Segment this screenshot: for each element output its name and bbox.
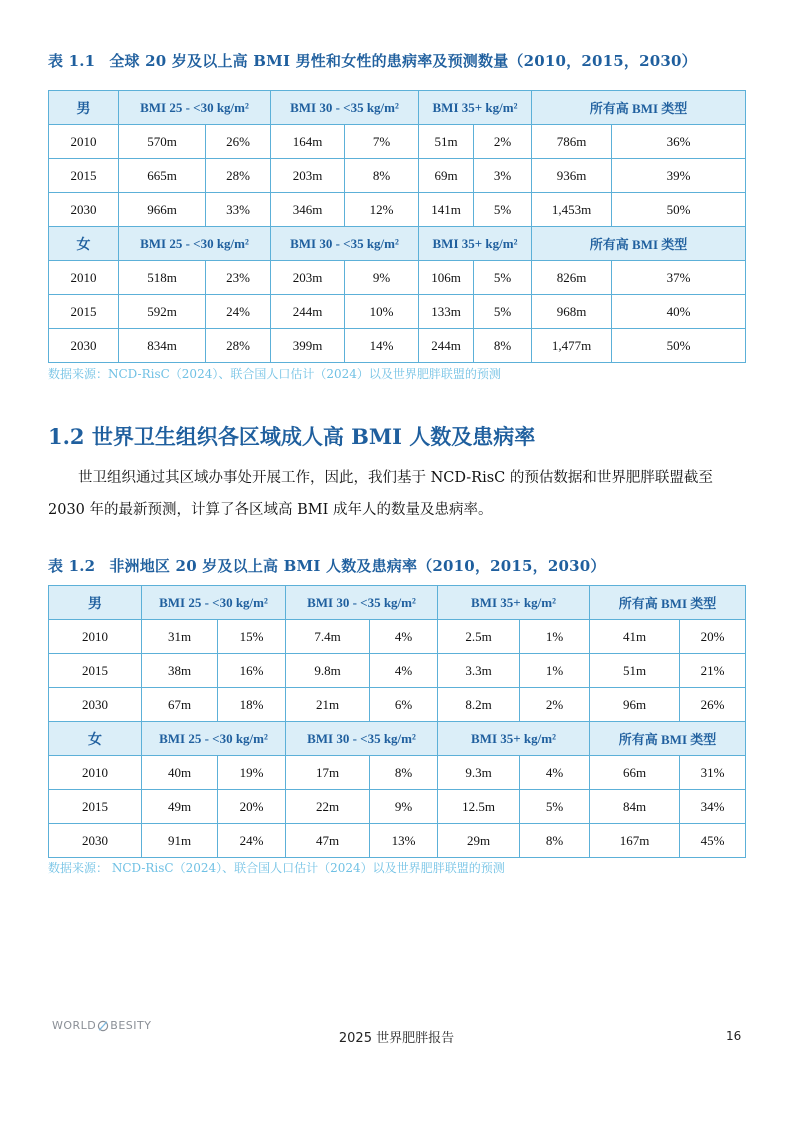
table-cell: 31%: [680, 756, 746, 790]
section-heading: 1.2 世界卫生组织各区域成人高 BMI 人数及患病率: [48, 424, 536, 449]
header-cell-sex: 男: [49, 91, 119, 125]
table-cell: 1%: [520, 654, 590, 688]
table1-header-female: [49, 227, 746, 261]
table-cell: 968m: [532, 295, 612, 329]
table-cell: 2030: [49, 824, 142, 858]
table-cell: 244m: [271, 295, 345, 329]
footer-title: 2025 世界肥胖报告: [338, 1031, 455, 1046]
table-cell: 36%: [612, 125, 746, 159]
header-cell-all: 所有高 BMI 类型: [532, 91, 746, 125]
table-cell: 2015: [49, 790, 142, 824]
table-cell: 1,477m: [532, 329, 612, 363]
table-cell: 203m: [271, 261, 345, 295]
table2-header-female: [49, 722, 746, 756]
table-row: [49, 688, 746, 722]
table-cell: 1,453m: [532, 193, 612, 227]
table-cell: 37%: [612, 261, 746, 295]
header-cell-bmi30: BMI 30 - <35 kg/m²: [286, 586, 438, 620]
table-cell: 50%: [612, 193, 746, 227]
table-cell: 2030: [49, 193, 119, 227]
table-cell: 399m: [271, 329, 345, 363]
table-cell: 2030: [49, 329, 119, 363]
table-cell: 2030: [49, 688, 142, 722]
table-cell: 592m: [119, 295, 206, 329]
table-cell: 106m: [419, 261, 474, 295]
table2-caption: [48, 555, 606, 576]
table-cell: 26%: [680, 688, 746, 722]
table-cell: 13%: [370, 824, 438, 858]
table-cell: 96m: [590, 688, 680, 722]
header-cell-bmi25: BMI 25 - <30 kg/m²: [119, 91, 271, 125]
table-cell: 570m: [119, 125, 206, 159]
table2-caption-number: 表 1.2: [48, 557, 96, 575]
table-row: [49, 654, 746, 688]
table-cell: 4%: [370, 654, 438, 688]
table-cell: 51m: [590, 654, 680, 688]
table-row: [49, 159, 746, 193]
table-cell: 834m: [119, 329, 206, 363]
table-cell: 7%: [345, 125, 419, 159]
table-cell: 10%: [345, 295, 419, 329]
table-cell: 786m: [532, 125, 612, 159]
table-cell: 966m: [119, 193, 206, 227]
table-cell: 3.3m: [438, 654, 520, 688]
header-cell-bmi35: BMI 35+ kg/m²: [419, 91, 532, 125]
table-cell: 49m: [142, 790, 218, 824]
table-row: [49, 125, 746, 159]
table-cell: 1%: [520, 620, 590, 654]
table-cell: 2015: [49, 654, 142, 688]
header-cell-bmi25: BMI 25 - <30 kg/m²: [142, 586, 286, 620]
table-cell: 4%: [370, 620, 438, 654]
header-cell-bmi35: BMI 35+ kg/m²: [438, 722, 590, 756]
table-cell: 66m: [590, 756, 680, 790]
table-cell: 40%: [612, 295, 746, 329]
table-cell: 8%: [474, 329, 532, 363]
table1: [48, 90, 746, 363]
table-cell: 47m: [286, 824, 370, 858]
table-cell: 2015: [49, 159, 119, 193]
table-cell: 3%: [474, 159, 532, 193]
header-cell-all: 所有高 BMI 类型: [590, 722, 746, 756]
table-cell: 7.4m: [286, 620, 370, 654]
table-cell: 6%: [370, 688, 438, 722]
table-row: [49, 790, 746, 824]
table-cell: 164m: [271, 125, 345, 159]
header-cell-bmi25: BMI 25 - <30 kg/m²: [142, 722, 286, 756]
table-cell: 2.5m: [438, 620, 520, 654]
table-cell: 51m: [419, 125, 474, 159]
table-row: [49, 329, 746, 363]
table-cell: 8%: [520, 824, 590, 858]
table-cell: 5%: [474, 193, 532, 227]
table1-source: 数据来源：NCD-RisC（2024）、联合国人口估计（2024）以及世界肥胖联盟的预测: [48, 367, 501, 381]
table-cell: 40m: [142, 756, 218, 790]
header-cell-sex: 男: [49, 586, 142, 620]
logo-text-left: WORLD: [52, 1019, 97, 1032]
page-number: 16: [726, 1029, 742, 1043]
table1-caption-number: 表 1.1: [48, 52, 96, 70]
table-cell: 346m: [271, 193, 345, 227]
table-cell: 2010: [49, 756, 142, 790]
table-cell: 2%: [474, 125, 532, 159]
table-cell: 8%: [370, 756, 438, 790]
header-cell-bmi30: BMI 30 - <35 kg/m²: [271, 91, 419, 125]
table-cell: 91m: [142, 824, 218, 858]
table-cell: 665m: [119, 159, 206, 193]
table-cell: 29m: [438, 824, 520, 858]
table-cell: 2010: [49, 261, 119, 295]
header-cell-bmi30: BMI 30 - <35 kg/m²: [271, 227, 419, 261]
table-cell: 17m: [286, 756, 370, 790]
table-cell: 34%: [680, 790, 746, 824]
table-cell: 31m: [142, 620, 218, 654]
table-row: [49, 193, 746, 227]
table-cell: 518m: [119, 261, 206, 295]
table2-header-male: [49, 586, 746, 620]
table-cell: 18%: [218, 688, 286, 722]
table-cell: 2%: [520, 688, 590, 722]
table-cell: 2010: [49, 125, 119, 159]
table-row: [49, 824, 746, 858]
table-cell: 23%: [206, 261, 271, 295]
table-cell: 19%: [218, 756, 286, 790]
table-row: [49, 295, 746, 329]
header-cell-sex: 女: [49, 227, 119, 261]
table-cell: 69m: [419, 159, 474, 193]
table-cell: 67m: [142, 688, 218, 722]
table-cell: 9%: [345, 261, 419, 295]
table1-caption: [48, 50, 697, 71]
table-cell: 38m: [142, 654, 218, 688]
table-cell: 39%: [612, 159, 746, 193]
table-cell: 203m: [271, 159, 345, 193]
table-cell: 167m: [590, 824, 680, 858]
table-cell: 26%: [206, 125, 271, 159]
table-cell: 28%: [206, 329, 271, 363]
table-cell: 20%: [218, 790, 286, 824]
header-cell-sex: 女: [49, 722, 142, 756]
table-cell: 22m: [286, 790, 370, 824]
table-cell: 12%: [345, 193, 419, 227]
table-cell: 5%: [520, 790, 590, 824]
table-cell: 21m: [286, 688, 370, 722]
table-row: [49, 261, 746, 295]
table-cell: 14%: [345, 329, 419, 363]
table1-caption-text: 全球 20 岁及以上高 BMI 男性和女性的患病率及预测数量（2010，2015，2030）: [109, 52, 697, 70]
logo-text-right: BESITY: [110, 1019, 152, 1032]
table1-header-male: [49, 91, 746, 125]
table-cell: 50%: [612, 329, 746, 363]
table2-caption-text: 非洲地区 20 岁及以上高 BMI 人数及患病率（2010，2015，2030）: [109, 557, 606, 575]
table-row: [49, 756, 746, 790]
table-cell: 21%: [680, 654, 746, 688]
table-cell: 5%: [474, 261, 532, 295]
table-cell: 24%: [206, 295, 271, 329]
header-cell-all: 所有高 BMI 类型: [532, 227, 746, 261]
header-cell-bmi35: BMI 35+ kg/m²: [438, 586, 590, 620]
table-cell: 8%: [345, 159, 419, 193]
table-cell: 2015: [49, 295, 119, 329]
table-cell: 16%: [218, 654, 286, 688]
table-cell: 41m: [590, 620, 680, 654]
table-cell: 9%: [370, 790, 438, 824]
table-row: [49, 620, 746, 654]
header-cell-all: 所有高 BMI 类型: [590, 586, 746, 620]
table-cell: 936m: [532, 159, 612, 193]
section-paragraph: 世卫组织通过其区域办事处开展工作，因此，我们基于 NCD-RisC 的预估数据和世界肥胖联盟截至 2030 年的最新预测，计算了各区域高 BMI 成年人的数量及患病率。: [48, 470, 713, 518]
table-cell: 45%: [680, 824, 746, 858]
header-cell-bmi30: BMI 30 - <35 kg/m²: [286, 722, 438, 756]
table-cell: 141m: [419, 193, 474, 227]
table-cell: 24%: [218, 824, 286, 858]
table-cell: 8.2m: [438, 688, 520, 722]
table2: [48, 585, 746, 858]
table2-source: 数据来源： NCD-RisC（2024）、联合国人口估计（2024）以及世界肥胖联盟的预测: [48, 861, 505, 875]
table-cell: 28%: [206, 159, 271, 193]
table-cell: 826m: [532, 261, 612, 295]
header-cell-bmi35: BMI 35+ kg/m²: [419, 227, 532, 261]
table-cell: 244m: [419, 329, 474, 363]
table-cell: 2010: [49, 620, 142, 654]
table-cell: 5%: [474, 295, 532, 329]
table-cell: 33%: [206, 193, 271, 227]
table-cell: 133m: [419, 295, 474, 329]
table-cell: 4%: [520, 756, 590, 790]
table-cell: 9.8m: [286, 654, 370, 688]
table-cell: 15%: [218, 620, 286, 654]
table-cell: 12.5m: [438, 790, 520, 824]
table-cell: 20%: [680, 620, 746, 654]
table-cell: 84m: [590, 790, 680, 824]
table-cell: 9.3m: [438, 756, 520, 790]
header-cell-bmi25: BMI 25 - <30 kg/m²: [119, 227, 271, 261]
